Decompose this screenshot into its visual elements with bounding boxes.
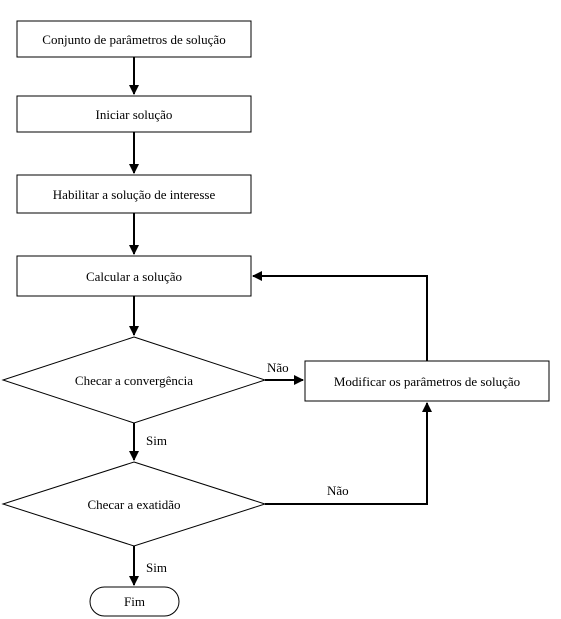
node-compute-label: Calcular a solução <box>85 269 183 284</box>
decision-check-accuracy-label: Checar a exatidão <box>87 497 181 512</box>
edge-label-convergence-no: Não <box>267 360 289 375</box>
node-params-label: Conjunto de parâmetros de solução <box>42 32 226 47</box>
decision-check-accuracy <box>3 462 265 546</box>
node-params <box>17 21 251 57</box>
node-start-solution <box>17 96 251 132</box>
decision-check-convergence-label: Checar a convergência <box>74 373 194 388</box>
edge-label-accuracy-no: Não <box>327 483 349 498</box>
node-start-solution-label: Iniciar solução <box>95 107 173 122</box>
node-end-label: Fim <box>124 594 145 609</box>
node-modify-params-label: Modificar os parâmetros de solução <box>333 374 521 389</box>
node-modify-params <box>305 361 549 401</box>
node-enable-solution <box>17 175 251 213</box>
node-enable-solution-label: Habilitar a solução de interesse <box>52 187 216 202</box>
edge-label-convergence-yes: Sim <box>146 433 167 448</box>
edge-modify-to-compute <box>253 276 427 361</box>
decision-check-convergence <box>3 337 265 423</box>
node-compute <box>17 256 251 296</box>
edge-label-accuracy-yes: Sim <box>146 560 167 575</box>
node-end <box>90 587 179 616</box>
